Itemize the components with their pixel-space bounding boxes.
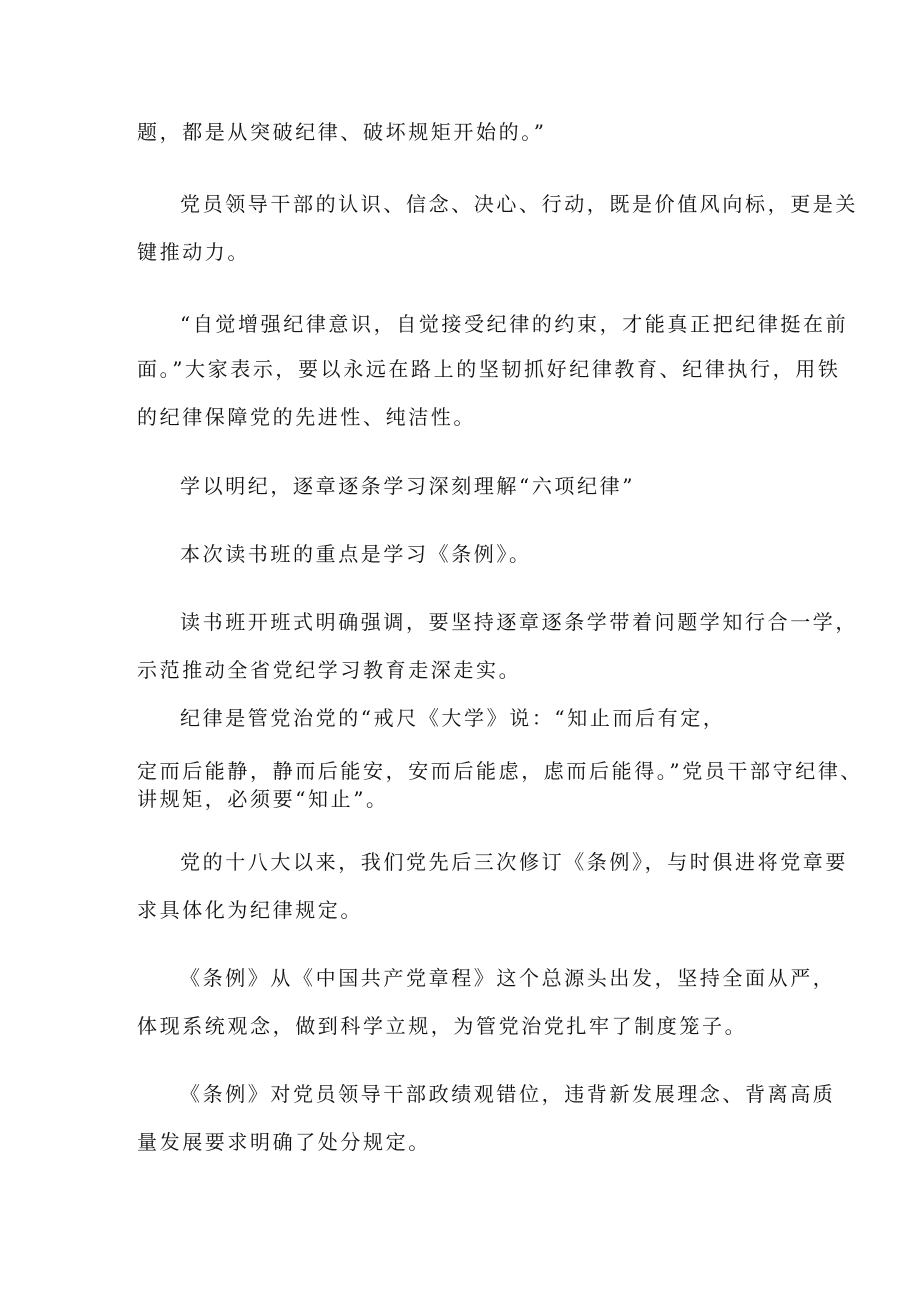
text-line: 定而后能静，静而后能安，安而后能虑，虑而后能得。”党员干部守纪律、 (137, 759, 864, 783)
text-line: 面。”大家表示，要以永远在路上的坚韧抓好纪律教育、纪律执行，用铁 (137, 357, 841, 381)
text-line: 量发展要求明确了处分规定。 (137, 1130, 431, 1154)
text-line: 示范推动全省党纪学习教育走深走实。 (137, 658, 522, 682)
text-line: 题，都是从突破纪律、破坏规矩开始的。” (137, 120, 547, 144)
text-line: 的纪律保障党的先进性、纯洁性。 (137, 405, 476, 429)
text-line: 求具体化为纪律规定。 (137, 898, 363, 922)
text-line: 党员领导干部的认识、信念、决心、行动，既是价值风向标，更是关 (180, 192, 858, 216)
text-line: 讲规矩，必须要“知止”。 (137, 787, 389, 811)
text-line: 体现系统观念，做到科学立规，为管党治党扎牢了制度笼子。 (137, 1014, 748, 1038)
text-line: 《条例》从《中国共产党章程》这个总源头出发，坚持全面从严， (180, 966, 836, 990)
text-line: 本次读书班的重点是学习《条例》。 (180, 542, 532, 566)
text-line: “自觉增强纪律意识，自觉接受纪律的约束，才能真正把纪律挺在前 (180, 312, 849, 336)
text-line: 纪律是管党治党的“戒尺《大学》说：“知止而后有定， (180, 706, 726, 730)
text-line: 党的十八大以来，我们党先后三次修订《条例》，与时俱进将党章要 (180, 850, 848, 874)
text-line: 读书班开班式明确强调，要坚持逐章逐条学带着问题学知行合一学， (180, 610, 858, 634)
section-heading: 学以明纪，逐章逐条学习深刻理解“六项纪律” (180, 474, 636, 498)
text-line: 《条例》对党员领导干部政绩观错位，违背新发展理念、背离高质 (180, 1082, 836, 1106)
text-line: 键推动力。 (137, 240, 250, 264)
